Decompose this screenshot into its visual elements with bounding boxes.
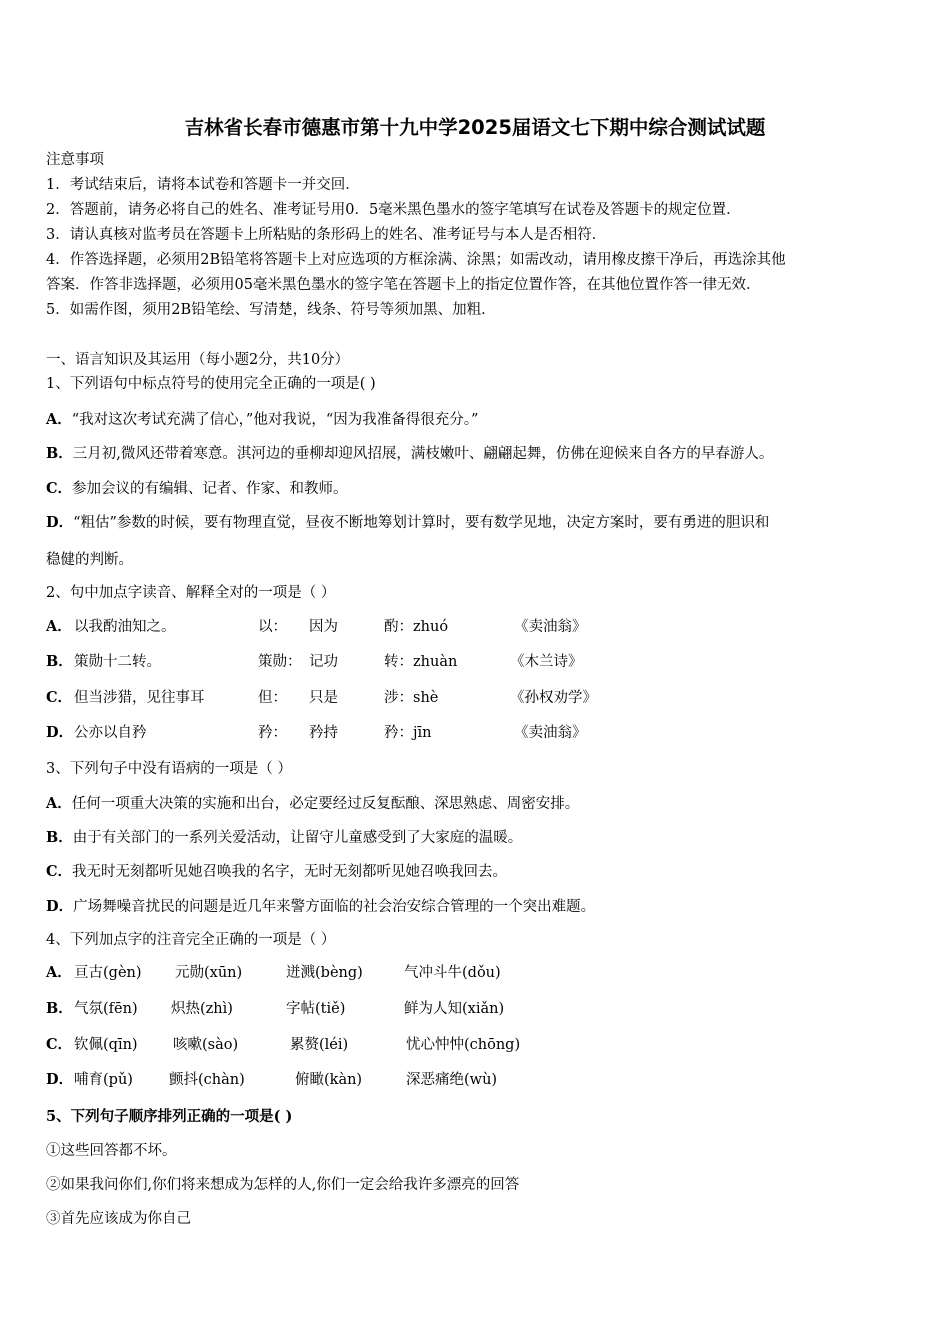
q4-item: 鲜为人知(xiǎn) <box>404 1001 505 1017</box>
question-1-stem: 1、下列语句中标点符号的使用完全正确的一项是( ) <box>46 376 376 392</box>
q2-meaning: 因为 <box>309 619 338 635</box>
q4-item: 迸溅(bèng) <box>286 965 363 981</box>
q3-option-d <box>46 900 595 915</box>
option-label: B． <box>46 1000 73 1017</box>
q1-option-a <box>46 413 478 428</box>
q4-item: 字帖(tiě) <box>286 1001 346 1017</box>
q3-option-a <box>46 797 579 812</box>
question-4-stem: 4、下列加点字的注音完全正确的一项是（ ） <box>46 932 336 948</box>
q1-option-c <box>46 482 348 497</box>
q2-word: 但： <box>258 690 287 706</box>
q4-item: 亘古(gèn) <box>74 965 142 981</box>
notice-item: 答案．作答非选择题，必须用05毫米黑色墨水的签字笔在答题卡上的指定位置作答，在其他位置作答一律无效． <box>46 277 761 293</box>
option-label: D． <box>46 898 74 915</box>
option-text: 我无时无刻都听见她召唤我的名字，无时无刻都听见她召唤我回去。 <box>72 864 508 880</box>
option-label: D． <box>46 514 74 531</box>
option-label: C． <box>46 480 73 497</box>
question-3-stem: 3、下列句子中没有语病的一项是（ ） <box>46 761 292 777</box>
q4-item: 哺育(pǔ) <box>74 1072 133 1088</box>
option-text: 由于有关部门的一系列关爱活动，让留守儿童感受到了大家庭的温暖。 <box>72 830 523 846</box>
q5-item: ②如果我问你们,你们将来想成为怎样的人,你们一定会给我许多漂亮的回答 <box>46 1177 520 1193</box>
option-label: A． <box>46 795 72 812</box>
q1-option-d <box>46 516 769 531</box>
option-label: C． <box>46 689 73 706</box>
option-label: A． <box>46 411 72 428</box>
option-label: C． <box>46 1036 73 1053</box>
q2-pronunciation: 酌：zhuó <box>384 619 449 635</box>
q2-source: 《卖油翁》 <box>514 725 587 741</box>
q4-item: 颤抖(chàn) <box>169 1072 245 1088</box>
q4-item: 元勋(xūn) <box>175 965 243 981</box>
notice-item: 5．如需作图，须用2B铅笔绘、写清楚，线条、符号等须加黑、加粗． <box>46 302 496 318</box>
q2-meaning: 只是 <box>309 690 338 706</box>
q2-sentence: 但当涉猎，见往事耳 <box>74 690 205 706</box>
option-text: “我对这次考试充满了信心，”他对我说，“因为我准备得很充分。” <box>71 412 479 428</box>
q2-pronunciation: 矜：jīn <box>384 725 432 741</box>
q4-item: 咳嗽(sào) <box>173 1037 239 1053</box>
q4-item: 炽热(zhì) <box>171 1001 233 1017</box>
option-text: 参加会议的有编辑、记者、作家、和教师。 <box>72 481 348 497</box>
page-title: 吉林省长春市德惠市第十九中学2025届语文七下期中综合测试试题 <box>184 116 766 139</box>
q2-pronunciation: 转：zhuàn <box>384 654 458 670</box>
q2-source: 《卖油翁》 <box>514 619 587 635</box>
notice-heading: 注意事项 <box>46 152 104 168</box>
section-heading: 一、语言知识及其运用（每小题2分，共10分） <box>46 352 350 368</box>
q4-item: 俯瞰(kàn) <box>295 1072 363 1088</box>
q4-item: 钦佩(qīn) <box>74 1037 138 1053</box>
q4-item: 深恶痛绝(wù) <box>406 1072 498 1088</box>
q2-sentence: 策勋十二转。 <box>74 654 161 670</box>
option-label: B． <box>46 653 73 670</box>
option-label: A． <box>46 618 72 635</box>
option-text: 三月初,微风还带着寒意。淇河边的垂柳却迎风招展，满枝嫩叶、翩翩起舞，仿佛在迎候来自各方的早春游人。 <box>72 446 774 462</box>
q1-option-d-continuation: 稳健的判断。 <box>46 552 133 568</box>
q2-word: 策勋： <box>258 654 302 670</box>
option-text: 任何一项重大决策的实施和出台，必定要经过反复酝酿、深思熟虑、周密安排。 <box>71 796 580 812</box>
q2-sentence: 以我酌油知之。 <box>74 619 176 635</box>
q2-source: 《木兰诗》 <box>510 654 583 670</box>
q2-pronunciation: 涉：shè <box>384 690 439 706</box>
option-text: “粗估”参数的时候，要有物理直觉，昼夜不断地筹划计算时，要有数学见地，决定方案时，要有勇进的胆识和 <box>73 515 770 531</box>
notice-item: 2．答题前，请务必将自己的姓名、准考证号用0．5毫米黑色墨水的签字笔填写在试卷及答题卡的规定位置． <box>46 202 741 218</box>
q2-word: 矜： <box>258 725 287 741</box>
q2-meaning: 记功 <box>309 654 338 670</box>
q3-option-b <box>46 831 522 846</box>
q5-item: ①这些回答都不坏。 <box>46 1143 177 1159</box>
q3-option-c <box>46 865 507 880</box>
q2-word: 以： <box>258 619 287 635</box>
option-label: B． <box>46 445 73 462</box>
option-label: A． <box>46 964 72 981</box>
question-5-stem: 5、下列句子顺序排列正确的一项是( ) <box>46 1108 293 1125</box>
option-label: C． <box>46 863 73 880</box>
q4-item: 忧心忡忡(chōng) <box>406 1037 521 1053</box>
option-label: D． <box>46 724 74 741</box>
q2-sentence: 公亦以自矜 <box>74 725 147 741</box>
notice-item: 1．考试结束后，请将本试卷和答题卡一并交回． <box>46 177 360 193</box>
option-label: D． <box>46 1071 74 1088</box>
q4-item: 气冲斗牛(dǒu) <box>404 965 501 981</box>
notice-item: 3．请认真核对监考员在答题卡上所粘贴的条形码上的姓名、准考证号与本人是否相符． <box>46 227 607 243</box>
notice-item: 4．作答选择题，必须用2B铅笔将答题卡上对应选项的方框涂满、涂黑；如需改动，请用橡皮擦干净后，再选涂其他 <box>46 252 786 268</box>
q5-item: ③首先应该成为你自己 <box>46 1211 191 1227</box>
q4-item: 气氛(fēn) <box>74 1001 138 1017</box>
q4-item: 累赘(léi) <box>290 1037 349 1053</box>
option-text: 广场舞噪音扰民的问题是近几年来警方面临的社会治安综合管理的一个突出难题。 <box>73 899 596 915</box>
q1-option-b <box>46 447 773 462</box>
q2-meaning: 矜持 <box>309 725 338 741</box>
option-label: B． <box>46 829 73 846</box>
q2-source: 《孙权劝学》 <box>510 690 597 706</box>
question-2-stem: 2、句中加点字读音、解释全对的一项是（ ） <box>46 585 336 601</box>
